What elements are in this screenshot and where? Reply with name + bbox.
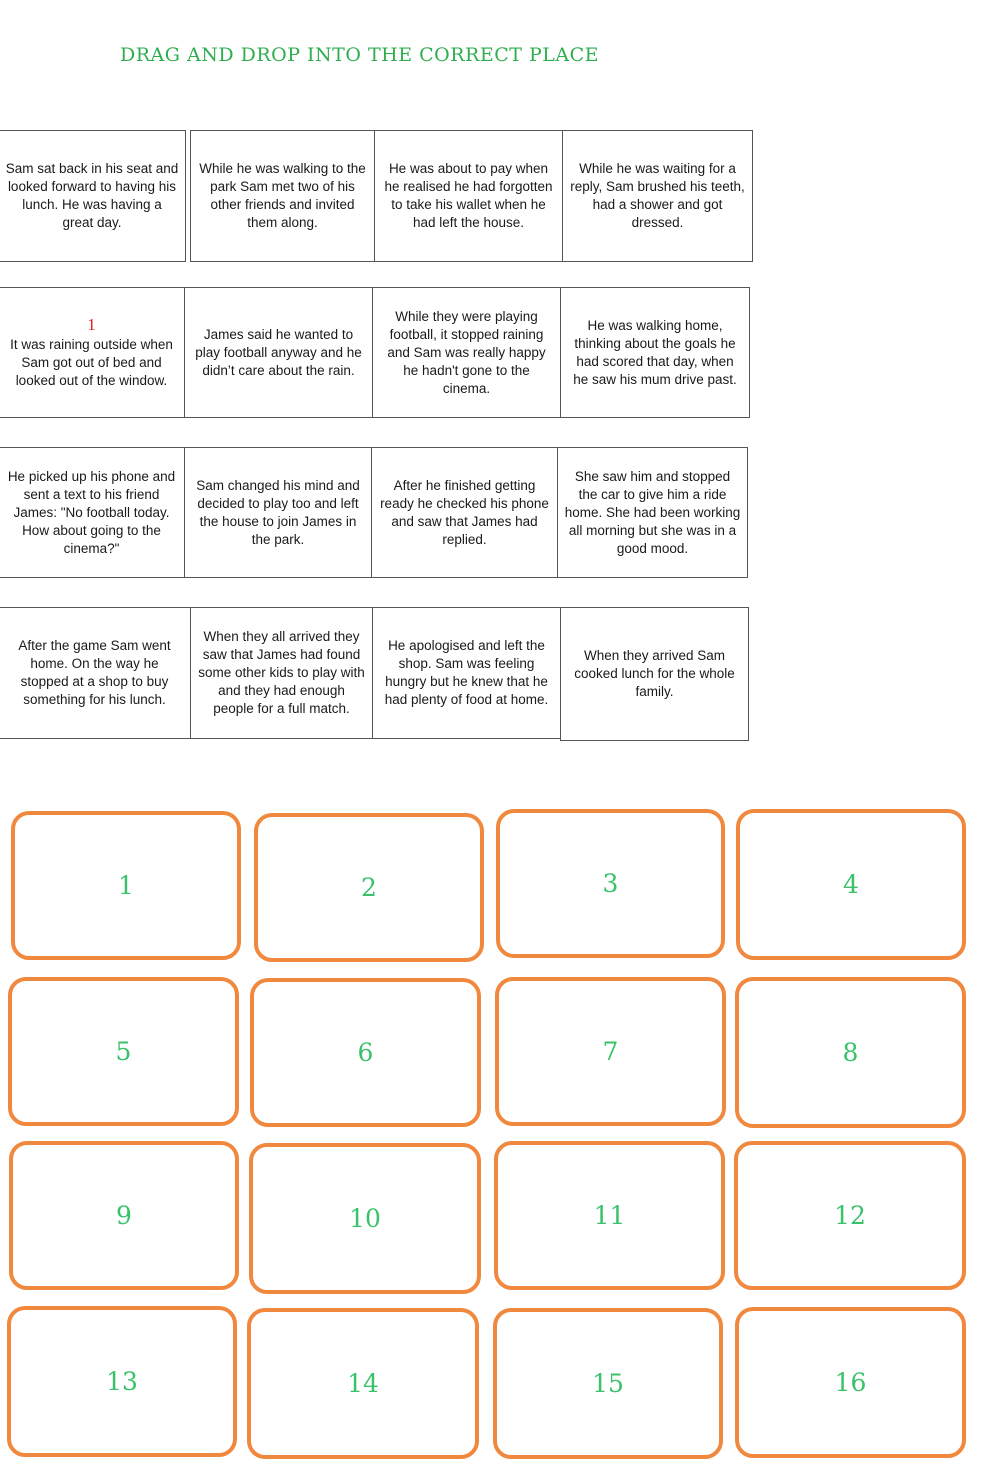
drop-slot[interactable] <box>250 978 481 1127</box>
slot-number: 9 <box>116 1201 132 1230</box>
drop-slot[interactable] <box>493 1308 723 1459</box>
story-card[interactable] <box>184 447 372 578</box>
order-marker: 1 <box>87 314 96 334</box>
story-card-text: While they were playing football, it stopped raining and Sam was really happy he hadn't gone to the cinema. <box>387 308 546 396</box>
slot-number: 2 <box>361 873 377 902</box>
drop-slot[interactable] <box>8 977 239 1126</box>
story-card-text: It was raining outside when Sam got out of bed and looked out of the window. <box>10 336 173 388</box>
story-card[interactable] <box>190 130 375 262</box>
story-card-text: After he finished getting ready he checked his phone and saw that James had replied. <box>380 477 549 547</box>
story-card-text: She saw him and stopped the car to give him a ride home. She had been working all morning but she was in a good mood. <box>564 468 741 556</box>
story-card-text: He picked up his phone and sent a text to his friend James: "No football today. How about going to the cinema?" <box>7 468 176 556</box>
slot-number: 5 <box>115 1037 132 1066</box>
drop-slot[interactable] <box>494 1141 725 1290</box>
slot-number: 1 <box>118 871 134 900</box>
drop-slot[interactable] <box>9 1141 239 1290</box>
story-card-text: After the game Sam went home. On the way he stopped at a shop to buy something for his lunch. <box>18 638 171 707</box>
story-card-text: Sam changed his mind and decided to play too and left the house to join James in the park. <box>196 477 360 547</box>
story-card-text: James said he wanted to play football anyway and he didn’t care about the rain. <box>195 326 362 378</box>
slot-number: 10 <box>349 1204 381 1233</box>
story-card-text: He was walking home, thinking about the goals he had scored that day, when he saw his mum drive past. <box>573 317 737 387</box>
drop-slot[interactable] <box>254 813 484 962</box>
drop-slot[interactable] <box>249 1143 481 1294</box>
drop-slot[interactable] <box>496 809 725 958</box>
slot-number: 6 <box>357 1038 374 1067</box>
story-card[interactable] <box>0 287 185 418</box>
story-card[interactable] <box>372 607 561 739</box>
story-card[interactable] <box>371 447 558 578</box>
story-card[interactable] <box>372 287 561 418</box>
drop-slot[interactable] <box>736 809 966 960</box>
drop-slot[interactable] <box>247 1308 479 1459</box>
story-card[interactable] <box>0 130 186 262</box>
drop-slot[interactable] <box>495 977 726 1126</box>
story-card-text: Sam sat back in his seat and looked forward to having his lunch. He was having a great day. <box>5 161 179 230</box>
story-card[interactable] <box>560 607 749 741</box>
story-card[interactable] <box>560 287 750 418</box>
story-card[interactable] <box>0 607 191 739</box>
story-card-text: He apologised and left the shop. Sam was feeling hungry but he knew that he had plenty of food at home. <box>384 638 549 707</box>
story-card-text: While he was waiting for a reply, Sam brushed his teeth, had a shower and got dressed. <box>570 161 745 230</box>
slot-number: 4 <box>843 870 859 899</box>
story-card[interactable] <box>562 130 753 262</box>
slot-number: 3 <box>602 869 619 898</box>
story-card-text: When they all arrived they saw that James had found some other kids to play with and they had enough people for a full match. <box>198 629 365 716</box>
slot-number: 15 <box>592 1369 624 1398</box>
slot-number: 16 <box>834 1368 867 1397</box>
story-card-text: When they arrived Sam cooked lunch for the whole family. <box>574 648 735 699</box>
drop-slot[interactable] <box>11 811 241 960</box>
slot-number: 12 <box>834 1201 866 1230</box>
story-card-text: He was about to pay when he realised he had forgotten to take his wallet when he had left the house. <box>384 161 553 230</box>
story-card[interactable] <box>557 447 748 578</box>
story-card[interactable] <box>374 130 563 262</box>
drop-slot[interactable] <box>735 977 966 1128</box>
story-card[interactable] <box>190 607 373 739</box>
slot-number: 13 <box>106 1367 138 1396</box>
drop-slot[interactable] <box>7 1306 237 1457</box>
story-card-text: While he was walking to the park Sam met two of his other friends and invited them along. <box>199 161 366 230</box>
slot-number: 8 <box>842 1038 859 1067</box>
slot-number: 11 <box>593 1201 626 1230</box>
slot-number: 14 <box>347 1369 379 1398</box>
drop-slot[interactable] <box>735 1307 966 1458</box>
story-card[interactable] <box>184 287 373 418</box>
slot-number: 7 <box>602 1037 619 1066</box>
story-card[interactable] <box>0 447 185 578</box>
drop-slot[interactable] <box>734 1141 966 1290</box>
page-title: DRAG AND DROP INTO THE CORRECT PLACE <box>120 44 599 66</box>
